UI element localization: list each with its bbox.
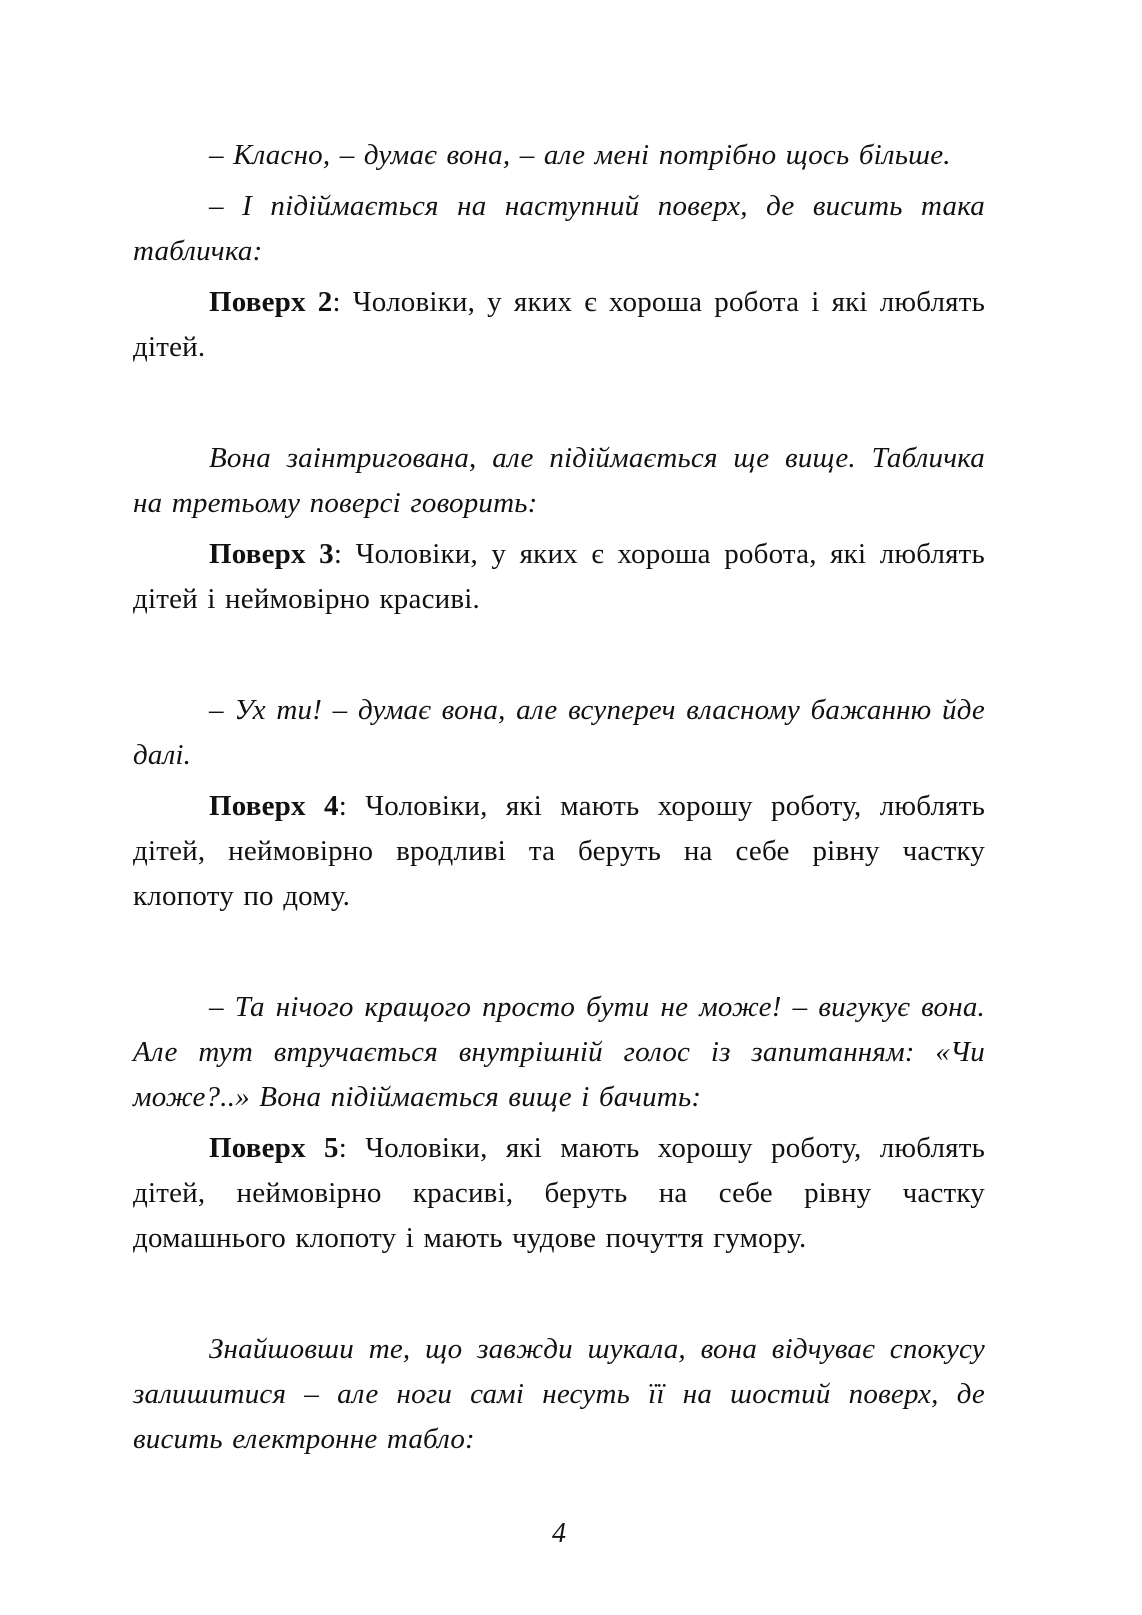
narration-paragraph: – Класно, – думає вона, – але мені потрібно щось більше.	[209, 139, 951, 171]
floor-label: Поверх 3	[209, 538, 334, 570]
narration-paragraph: Знайшовши те, що завжди шукала, вона відчуває спокусу залишитися – але ноги самі несуть її на шостий поверх, де висить електронне табло:	[133, 1333, 985, 1455]
floor-label: Поверх 5	[209, 1132, 339, 1164]
floor-sign-paragraph	[133, 532, 985, 622]
narration-paragraph: Вона заінтригована, але підіймається ще вище. Табличка на третьому поверсі говорить:	[133, 442, 985, 519]
floor-sign-text: : Чоловіки, які мають хорошу роботу, люблять дітей, неймовірно красиві, беруть на себе рівну частку домашнього клопоту і мають чудове почуття гумору.	[133, 1132, 985, 1254]
floor-sign-paragraph	[133, 280, 985, 370]
narration-paragraph: – Ух ти! – думає вона, але всупереч власному бажанню йде далі.	[133, 694, 985, 771]
floor-label: Поверх 2	[209, 286, 333, 318]
narration-paragraph: – Та нічого кращого просто бути не може! – вигукує вона. Але тут втручається внутрішній голос із запитанням: «Чи може?..» Вона підіймається вище і бачить:	[133, 991, 985, 1113]
narration-paragraph: – І підіймається на наступний поверх, де висить така табличка:	[133, 190, 985, 267]
text-block	[133, 133, 985, 1468]
page-number: 4	[552, 1518, 566, 1549]
floor-sign-paragraph	[133, 784, 985, 919]
floor-sign-text: : Чоловіки, у яких є хороша робота, які люблять дітей і неймовірно красиві.	[133, 538, 985, 615]
floor-sign-text: : Чоловіки, які мають хорошу роботу, люблять дітей, неймовірно вродливі та беруть на себе рівну частку клопоту по дому.	[133, 790, 985, 912]
floor-label: Поверх 4	[209, 790, 339, 822]
floor-sign-paragraph	[133, 1126, 985, 1261]
floor-sign-text: : Чоловіки, у яких є хороша робота і які люблять дітей.	[133, 286, 985, 363]
